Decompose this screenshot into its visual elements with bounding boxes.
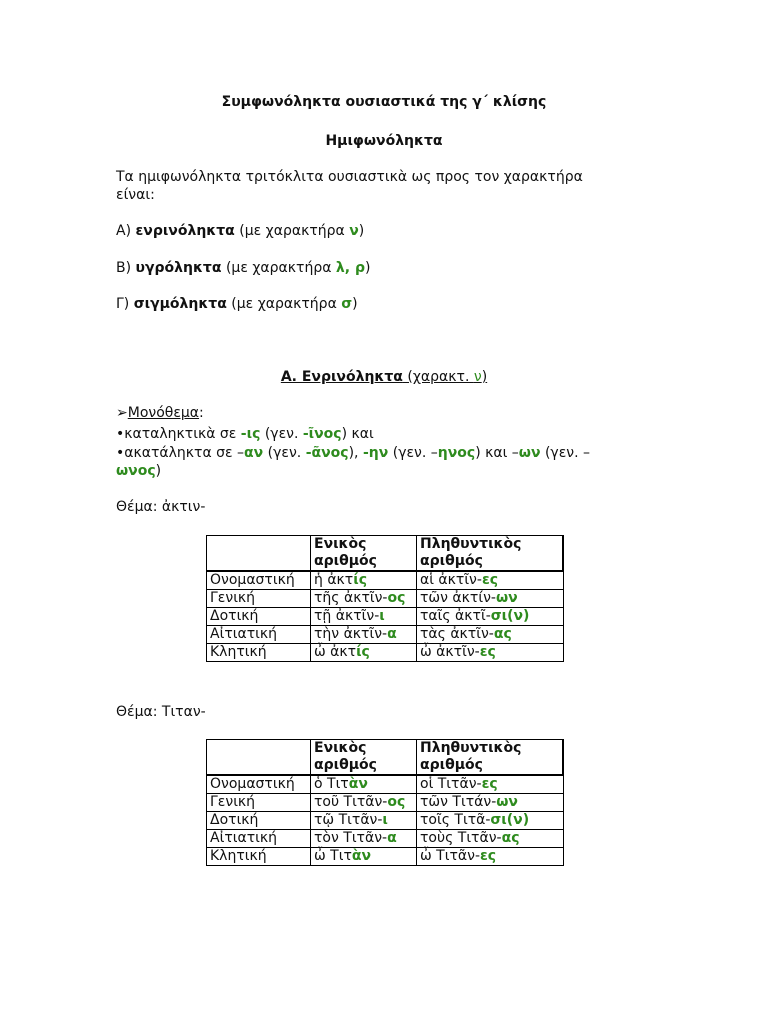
category-char: σ xyxy=(341,296,353,312)
header-singular: Ενικὸς αριθμός xyxy=(311,536,417,572)
stem-text: ὁ Τιτ xyxy=(314,776,349,792)
ending-text: ων xyxy=(496,794,518,810)
table-row xyxy=(207,830,564,848)
category-mid: (με χαρακτήρα xyxy=(221,260,336,276)
singular-cell xyxy=(311,775,417,794)
text-run: •ακατάληκτα σε – xyxy=(116,445,245,461)
stem-text: τῶν Τιτάν- xyxy=(420,794,497,810)
category-suffix: ) xyxy=(352,296,358,312)
category-prefix: Α) xyxy=(116,223,136,239)
category-prefix: Γ) xyxy=(116,296,134,312)
ending-run: -ις xyxy=(240,426,261,442)
stem-text: ἡ ἀκτ xyxy=(314,572,354,588)
header-empty-cell xyxy=(207,536,311,572)
ending-text: ίς xyxy=(356,644,370,660)
singular-cell xyxy=(311,644,417,662)
ending-run: -ᾶνος xyxy=(305,445,349,461)
theme-label-1: Θέμα: ἀκτιν- xyxy=(116,499,206,515)
category-prefix: Β) xyxy=(116,260,136,276)
stem-text: τὴν ἀκτῖν- xyxy=(314,626,388,642)
theme-label-2: Θέμα: Τιταν- xyxy=(116,704,206,720)
subsection-paren-close: ) xyxy=(481,369,488,385)
case-cell: Αἰτιατική xyxy=(207,626,311,644)
table-row xyxy=(207,775,564,794)
stem-text: τὰς ἀκτῖν- xyxy=(420,626,494,642)
plural-cell xyxy=(417,626,564,644)
document-title-text: Συμφωνόληκτα ουσιαστικά της γ΄ κλίσης xyxy=(221,94,547,110)
text-run: ) και – xyxy=(475,445,519,461)
bullet-line-2-cont xyxy=(116,462,161,480)
plural-cell xyxy=(417,608,564,626)
text-run: ) και xyxy=(341,426,374,442)
intro-line-1: Τα ημιφωνόληκτα τριτόκλιτα ουσιαστικὰ ως προς τον χαρακτήρα xyxy=(116,169,583,185)
category-name: σιγμόληκτα xyxy=(133,296,227,312)
singular-cell xyxy=(311,830,417,848)
ending-run: ων xyxy=(518,445,541,461)
category-suffix: ) xyxy=(358,223,365,239)
bullet-line-1 xyxy=(116,425,374,443)
ending-run: ωνος xyxy=(116,463,156,479)
ending-run: αν xyxy=(244,445,264,461)
category-name: υγρόληκτα xyxy=(135,260,222,276)
category-mid: (με χαρακτήρα xyxy=(226,296,342,312)
stem-text: ὦ ἀκτ xyxy=(314,644,357,660)
ending-text: α xyxy=(387,626,397,642)
ending-text: ι xyxy=(379,608,385,624)
table-header-row xyxy=(207,536,564,572)
category-char: ν xyxy=(349,223,359,239)
plural-cell xyxy=(417,590,564,608)
table-row xyxy=(207,626,564,644)
plural-cell xyxy=(417,644,564,662)
category-name: ενρινόληκτα xyxy=(135,223,235,239)
singular-cell xyxy=(311,812,417,830)
monothema-line xyxy=(116,404,204,422)
ending-text: ὰν xyxy=(348,776,368,792)
singular-cell xyxy=(311,590,417,608)
bullet-line-2 xyxy=(116,444,590,462)
text-run: •καταληκτικὰ σε xyxy=(116,426,241,442)
stem-text: τοὺς Τιτᾶν- xyxy=(420,830,502,846)
singular-cell xyxy=(311,626,417,644)
stem-text: τὸν Τιτᾶν- xyxy=(314,830,388,846)
ending-run: -ην xyxy=(362,445,389,461)
monothema-label: Μονόθεμα xyxy=(127,405,200,421)
ending-text: ὰν xyxy=(351,848,372,864)
category-mid: (με χαρακτήρα xyxy=(234,223,350,239)
category-a xyxy=(116,222,364,240)
subsection-char: ν xyxy=(473,369,482,385)
text-run: (γεν. – xyxy=(540,445,591,461)
stem-text: τοῖς Τιτᾶ- xyxy=(420,812,491,828)
table-row xyxy=(207,644,564,662)
stem-text: οἱ Τιτᾶν- xyxy=(420,776,482,792)
singular-cell xyxy=(311,794,417,812)
ending-text: σι(ν) xyxy=(490,812,530,828)
header-singular: Ενικὸς αριθμός xyxy=(311,740,417,776)
plural-cell xyxy=(417,812,564,830)
ending-text: σι(ν) xyxy=(490,608,530,624)
section-title xyxy=(0,132,768,150)
ending-text: ων xyxy=(495,590,518,606)
ending-text: ίς xyxy=(353,572,367,588)
ending-run: ηνος xyxy=(437,445,476,461)
document-title xyxy=(0,93,768,111)
category-suffix: ) xyxy=(364,260,371,276)
ending-text: ες xyxy=(479,644,496,660)
case-cell: Αἰτιατική xyxy=(207,830,311,848)
header-plural: Πληθυντικὸς αριθμός xyxy=(417,536,564,572)
case-cell: Γενική xyxy=(207,590,311,608)
case-cell: Δοτική xyxy=(207,608,311,626)
ending-text: ας xyxy=(493,626,512,642)
case-cell: Κλητική xyxy=(207,644,311,662)
singular-cell xyxy=(311,571,417,590)
case-cell: Ονομαστική xyxy=(207,775,311,794)
stem-text: τῆς ἀκτῖν- xyxy=(314,590,388,606)
plural-cell xyxy=(417,830,564,848)
stem-text: τῷ Τιτᾶν- xyxy=(314,812,383,828)
stem-text: ταῖς ἀκτῖ- xyxy=(420,608,491,624)
plural-cell xyxy=(417,848,564,866)
table-row xyxy=(207,608,564,626)
case-cell: Κλητική xyxy=(207,848,311,866)
ending-text: ος xyxy=(387,794,406,810)
ending-run: -ῖνος xyxy=(302,426,342,442)
category-c xyxy=(116,295,358,313)
ending-text: α xyxy=(387,830,397,846)
plural-cell xyxy=(417,794,564,812)
stem-text: αἱ ἀκτῖν- xyxy=(420,572,482,588)
singular-cell xyxy=(311,848,417,866)
stem-text: ὦ Τιτ xyxy=(314,848,352,864)
table-row xyxy=(207,848,564,866)
text-run: (γεν. – xyxy=(388,445,438,461)
intro-line-2: είναι: xyxy=(116,187,155,203)
ending-text: ος xyxy=(387,590,406,606)
header-empty-cell xyxy=(207,740,311,776)
ending-text: ες xyxy=(480,848,497,864)
subsection-heading xyxy=(281,369,487,385)
subsection-paren-open: (χαρακτ. xyxy=(402,369,474,385)
declension-table-1 xyxy=(206,535,564,662)
table-row xyxy=(207,571,564,590)
ending-text: ι xyxy=(382,812,388,828)
ending-text: ες xyxy=(481,572,499,588)
table-header-row xyxy=(207,740,564,776)
case-cell: Γενική xyxy=(207,794,311,812)
category-char: λ, ρ xyxy=(335,260,365,276)
plural-cell xyxy=(417,571,564,590)
monothema-colon: : xyxy=(199,405,204,421)
header-plural: Πληθυντικὸς αριθμός xyxy=(417,740,564,776)
ending-text: ας xyxy=(501,830,520,846)
arrow-bullet-icon: ➢ xyxy=(116,405,128,421)
stem-text: ὦ ἀκτῖν- xyxy=(420,644,480,660)
text-run: ) xyxy=(155,463,162,479)
stem-text: ὦ Τιτᾶν- xyxy=(420,848,480,864)
section-title-text: Ημιφωνόληκτα xyxy=(325,133,443,149)
text-run: (γεν. xyxy=(263,445,306,461)
case-cell: Δοτική xyxy=(207,812,311,830)
ending-text: ες xyxy=(481,776,498,792)
table-row xyxy=(207,590,564,608)
table-row xyxy=(207,812,564,830)
subsection-title xyxy=(0,368,768,386)
stem-text: τῇ ἀκτῖν- xyxy=(314,608,380,624)
table-row xyxy=(207,794,564,812)
subsection-title-text: Α. Ενρινόληκτα xyxy=(280,369,403,385)
plural-cell xyxy=(417,775,564,794)
declension-table-2 xyxy=(206,739,564,866)
stem-text: τῶν ἀκτίν- xyxy=(420,590,496,606)
stem-text: τοῦ Τιτᾶν- xyxy=(314,794,388,810)
singular-cell xyxy=(311,608,417,626)
category-b xyxy=(116,259,370,277)
text-run: ), xyxy=(348,445,363,461)
case-cell: Ονομαστική xyxy=(207,571,311,590)
text-run: (γεν. xyxy=(260,426,303,442)
